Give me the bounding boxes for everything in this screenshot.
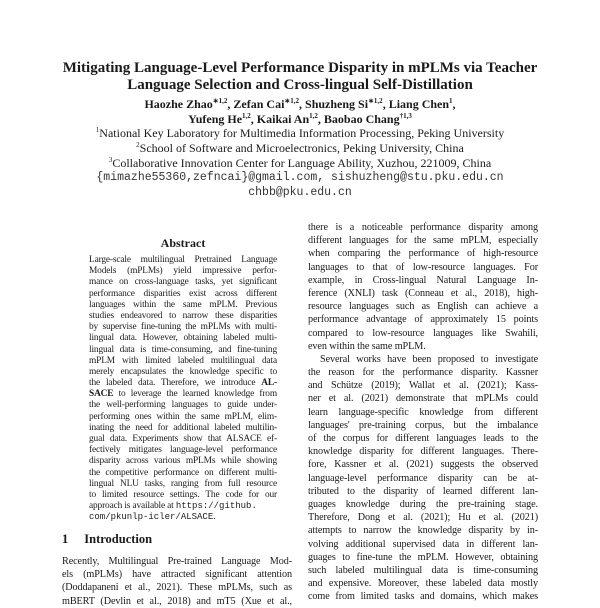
body-text-line: knowledge disparity for different languages. There- — [308, 446, 538, 458]
section-number: 1 — [62, 532, 69, 546]
body-text-line: performance advantage of approximately 15 points — [308, 314, 538, 326]
author-affiliation-marker: 1 — [449, 97, 453, 105]
authors-line-2: Yufeng He$^{1,2}$, Kaikai An$^{1,2}$, Baobao Chang$^{\dagger 1,3}$ — [188, 112, 412, 126]
abstract-line: fectively mitigates language-level performance — [89, 445, 277, 456]
introduction-line: mBERT (Devlin et al., 2018) and mT5 (Xue et al., — [62, 595, 292, 607]
abstract-line: disparity across various mPLMs while showing — [89, 456, 277, 467]
author-affiliation-marker: †1,3 — [399, 112, 412, 120]
affiliation — [0, 141, 600, 156]
affiliation — [0, 156, 600, 171]
body-text-line: Several works have been proposed to investigate — [320, 353, 538, 365]
abstract-line: mPLM with limited labeled multilingual data — [89, 355, 277, 366]
body-text-line: compared to low-resource languages like Swahili, — [308, 327, 538, 339]
abstract-line: the well-performing languages to guide under- — [89, 400, 277, 411]
abstract-line: SACE to leverage the learned knowledge from — [89, 389, 277, 400]
author-affiliation-marker: ∗1,2 — [284, 97, 300, 105]
body-text-line: of the corpus for different languages leads to the — [308, 433, 538, 444]
right-column-body — [308, 221, 538, 603]
author-name: Baobao Chang — [323, 112, 400, 126]
author-name: Yufeng He — [188, 112, 243, 126]
body-text-line: ner et al. (2021) demonstrate that mPLMs could — [308, 393, 538, 405]
body-text-line: language-level performance disparity can be at- — [308, 472, 538, 484]
emails-line-2: chbb@pku.edu.cn — [248, 186, 352, 199]
author-name: Zefan Cai — [233, 97, 285, 111]
body-text-line: guages knowledge during the pre-training stage. — [308, 498, 538, 510]
abstract-line: performance disparities exist across different — [89, 288, 277, 299]
introduction-line: els (mPLMs) have attracted significant attention — [62, 569, 292, 581]
author-affiliation-marker: ∗1,2 — [212, 97, 228, 105]
abstract-line: by supervise fine-tuning the mPLMs with multi- — [89, 322, 277, 333]
abstract-line: lingual data is time-consuming, and fine-tuning — [89, 344, 277, 355]
author-name: Haozhe Zhao — [144, 97, 213, 111]
body-text-line: attempts to narrow the knowledge disparity by in- — [308, 525, 538, 537]
body-text-line: languages to that of low-resource languages. For — [308, 261, 538, 273]
body-text-line: and expensive. Moreover, these labeled data mostly — [308, 578, 538, 590]
abstract-line: performing ones within the same mPLM, elim- — [89, 411, 277, 422]
abstract-line: inating the need for additional labeled multilin- — [89, 422, 277, 433]
body-text-line: Therefore, Dong et al. (2021); Hu et al. (2021) — [308, 512, 538, 524]
author-name: Shuzheng Si — [305, 97, 369, 111]
abstract-body — [89, 255, 277, 524]
author-name: Liang Chen — [388, 97, 450, 111]
body-text-line: different languages for the same mPLM, especially — [308, 235, 538, 247]
abstract-line: to limited resource settings. The code for our — [89, 489, 277, 500]
author-name: Kaikai An — [256, 112, 310, 126]
section-heading-introduction — [62, 532, 152, 547]
section-title: Introduction — [84, 532, 153, 546]
abstract-line: the competitive performance on different multi- — [89, 467, 277, 478]
affiliation — [0, 126, 600, 141]
author-affiliation-marker: 1,2 — [309, 112, 318, 120]
abstract-line: com/pkunlp-icler/ALSACE. — [89, 512, 216, 523]
body-text-line: even within the same mPLM. — [308, 340, 426, 352]
body-text-line: when comparing the performance of high-resource — [308, 248, 538, 260]
abstract-line: studies endeavored to narrow these disparities — [89, 310, 277, 321]
affiliation-text: School of Software and Microelectronics, Peking University, China — [139, 141, 464, 155]
affiliation-text: Collaborative Innovation Center for Language Ability, Xuzhou, 221009, China — [112, 156, 492, 170]
body-text-line: the reason for the performance disparity. Kassner — [308, 367, 538, 379]
body-text-line: volving additional supervised data in different lan- — [308, 538, 538, 550]
abstract-line: gual data. Experiments show that ALSACE ef- — [89, 434, 277, 444]
body-text-line: such labeled multilingual data is time-consuming — [308, 564, 538, 576]
affiliation-marker: 1 — [95, 126, 100, 134]
affiliation-marker: 2 — [136, 141, 140, 149]
body-text-line: languages' pre-training corpus, but the imbalance — [308, 419, 538, 431]
abstract-line: Models (mPLMs) yield impressive perfor- — [89, 266, 277, 277]
abstract-line: lingual data. However, obtaining labeled multi- — [89, 333, 277, 344]
body-text-line: there is a noticeable performance disparity among — [308, 222, 538, 233]
body-text-line: example, in Cross-lingual Natural Language In- — [308, 274, 538, 286]
affiliation-text: National Key Laboratory for Multimedia Information Processing, Peking University — [99, 126, 505, 140]
body-text-line: resource languages such as English can achieve a — [308, 301, 538, 313]
abstract-line: merely encapsulates the knowledge specific to — [89, 366, 277, 377]
body-text-line: learn language-specific knowledge from different — [308, 406, 538, 418]
abstract-line: the labeled data. Therefore, we introduce AL- — [89, 378, 277, 389]
emails-line-1: {mimazhe55360,zefncai}@gmail.com, sishuzheng@stu.pku.edu.cn — [96, 171, 504, 184]
abstract-line: languages within the same mPLM. Previous — [89, 299, 277, 310]
affiliation-marker: 3 — [108, 156, 113, 164]
paper-title-line-2: Language Selection and Cross-lingual Self-Distillation — [127, 77, 473, 93]
body-text-line: fore, Kassner et al. (2021) suggests the observed — [308, 459, 538, 471]
authors-line-1: Haozhe Zhao$^{∗1,2}$, Zefan Cai$^{∗1,2}$, Shuzheng $Si^{∗1,2}$, Liang Chen$^1$, — [144, 97, 456, 111]
body-text-line: tributed to the disparity of learned different lan- — [308, 485, 538, 497]
introduction-line: Recently, Multilingual Pre-trained Language Mod- — [62, 556, 292, 567]
body-text-line: and Schütze (2019); Wallat et al. (2021); Kass- — [308, 380, 538, 392]
body-text-line: guages to fine-tune the mPLM. However, obtaining — [308, 551, 538, 563]
author-affiliation-marker: 1,2 — [242, 112, 251, 120]
body-text-line: ference (XNLI) task (Conneau et al., 2018), high- — [308, 287, 538, 299]
author-affiliation-marker: ∗1,2 — [368, 97, 383, 105]
body-text-line: come from limited tasks and domains, which makes — [308, 591, 538, 603]
abstract-line: approach is available at https://github. — [89, 501, 257, 512]
introduction-body — [62, 555, 292, 608]
abstract-line: Large-scale multilingual Pretrained Language — [89, 255, 277, 265]
introduction-line: (Doddapaneni et al., 2021). These mPLMs, such as — [62, 582, 292, 594]
abstract-line: mance on cross-language tasks, yet significant — [89, 277, 277, 288]
abstract-heading: Abstract — [160, 236, 206, 250]
paper-title-line-1: Mitigating Language-Level Performance Disparity in mPLMs via Teacher — [62, 60, 538, 76]
abstract-line: lingual NLU tasks, ranging from full resource — [89, 478, 277, 489]
